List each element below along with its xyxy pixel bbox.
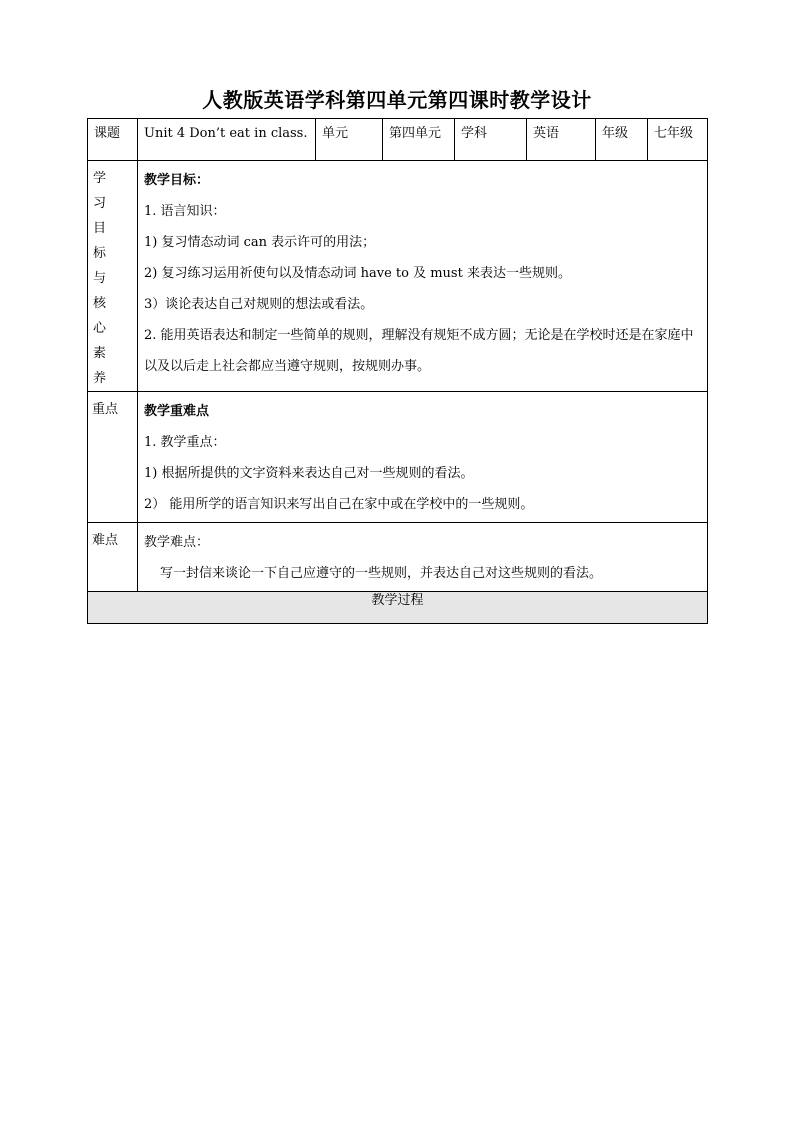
grade-label-cell [596,119,648,161]
objective-line: 1) 复习情态动词 can 表示许可的用法； [144,235,376,250]
difficulties-heading: 教学难点： [144,535,210,550]
unit-value: 第四单元 [389,126,442,141]
difficulties-row [88,523,708,592]
key-point-line: 1) 根据所提供的文字资料来表达自己对一些规则的看法。 [144,466,474,481]
objective-line: 3）谈论表达自己对规则的想法或看法。 [144,297,374,312]
key-points-row [88,392,708,523]
objective-line: 2) 复习练习运用祈使句以及情态动词 have to 及 must 来表达一些规则。 [144,266,571,281]
objectives-label: 学习目标与核心素养 [93,171,117,386]
lesson-plan-table [87,118,708,624]
topic-value: Unit 4 Don’t eat in class. [144,126,308,141]
difficulties-label-cell [88,523,138,592]
key-points-label: 重点 [92,402,119,417]
difficulties-content-cell [138,523,708,592]
objective-line: 2. 能用英语表达和制定一些简单的规则，理解没有规矩不成方圆；无论是在学校时还是在家庭中以及以后走上社会都应当遵守规则，按规则办事。 [144,328,694,374]
objectives-row [88,161,708,392]
document-title: 人教版英语学科第四单元第四课时教学设计 [202,88,592,112]
topic-value-cell [138,119,316,161]
key-points-content-cell [138,392,708,523]
subject-label: 学科 [461,126,488,141]
objectives-label-cell [88,161,138,392]
subject-value-cell [527,119,596,161]
objectives-content-cell [138,161,708,392]
grade-value-cell [648,119,708,161]
key-point-line: 2） 能用所学的语言知识来写出自己在家中或在学校中的一些规则。 [144,497,534,512]
subject-label-cell [455,119,527,161]
process-row [88,592,708,624]
grade-value: 七年级 [654,126,694,141]
objective-line: 1. 语言知识： [144,204,226,219]
header-row [88,119,708,161]
objectives-heading: 教学目标： [144,173,210,188]
difficulties-label: 难点 [92,533,119,548]
unit-label-cell [316,119,383,161]
difficulty-line: 写一封信来谈论一下自己应遵守的一些规则，并表达自己对这些规则的看法。 [160,566,603,581]
grade-label: 年级 [602,126,629,141]
key-points-label-cell [88,392,138,523]
unit-label: 单元 [322,126,349,141]
topic-label: 课题 [94,126,121,141]
subject-value: 英语 [533,126,560,141]
topic-label-cell [88,119,138,161]
key-points-heading: 教学重难点 [144,404,210,419]
unit-value-cell [383,119,455,161]
process-label: 教学过程 [88,592,708,624]
key-point-line: 1. 教学重点： [144,435,226,450]
